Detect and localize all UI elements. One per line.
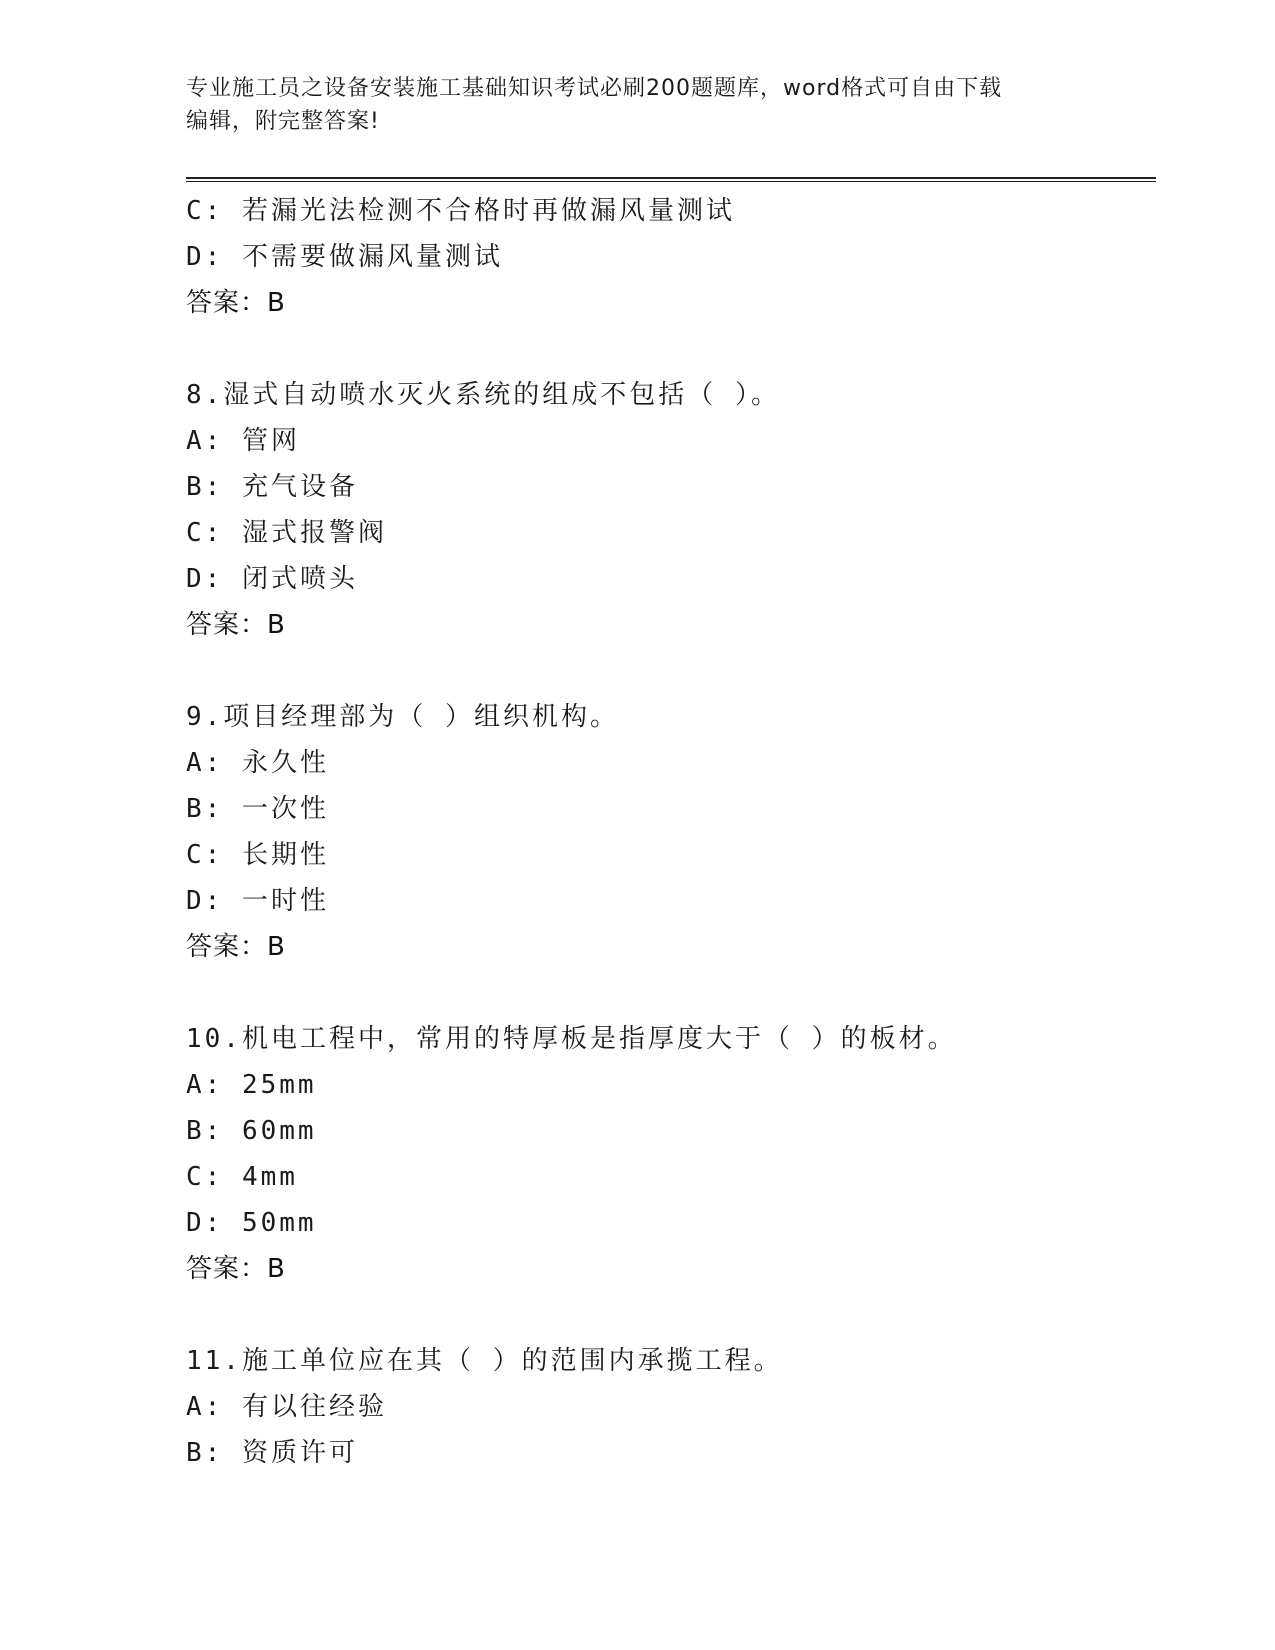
header-line-1: 专业施工员之设备安装施工基础知识考试必刷200题题库，word格式可自由下载 [186, 76, 1003, 101]
spacer [186, 970, 1156, 1016]
question-10 [186, 1016, 1156, 1292]
option-b: B: 60mm [186, 1116, 317, 1146]
spacer [186, 326, 1156, 372]
option-c: C: 若漏光法检测不合格时再做漏风量测试 [186, 196, 735, 226]
question-text: 10.机电工程中，常用的特厚板是指厚度大于（ ）的板材。 [186, 1024, 957, 1054]
question-text: 8.湿式自动喷水灭火系统的组成不包括（ ）。 [186, 380, 780, 410]
option-c: C: 长期性 [186, 840, 329, 870]
option-a: A: 有以往经验 [186, 1392, 387, 1422]
answer: 答案：B [186, 288, 286, 318]
question-7-continued [186, 188, 1156, 326]
option-d: D: 一时性 [186, 886, 329, 916]
option-d: D: 闭式喷头 [186, 564, 358, 594]
option-c: C: 湿式报警阀 [186, 518, 387, 548]
question-text: 9.项目经理部为（ ）组织机构。 [186, 702, 619, 732]
document-header [186, 72, 1086, 138]
option-a: A: 管网 [186, 426, 300, 456]
option-a: A: 永久性 [186, 748, 329, 778]
option-c: C: 4mm [186, 1162, 298, 1192]
option-b: B: 一次性 [186, 794, 329, 824]
question-text: 11.施工单位应在其（ ）的范围内承揽工程。 [186, 1346, 783, 1376]
answer: 答案：B [186, 610, 286, 640]
spacer [186, 1292, 1156, 1338]
answer: 答案：B [186, 932, 286, 962]
option-a: A: 25mm [186, 1070, 317, 1100]
option-b: B: 资质许可 [186, 1438, 358, 1468]
question-11 [186, 1338, 1156, 1476]
option-d: D: 50mm [186, 1208, 317, 1238]
header-divider [186, 177, 1156, 182]
header-line-2: 编辑，附完整答案! [186, 109, 380, 134]
option-b: B: 充气设备 [186, 472, 358, 502]
answer: 答案：B [186, 1254, 286, 1284]
question-list [186, 188, 1156, 1476]
question-9 [186, 694, 1156, 970]
option-d: D: 不需要做漏风量测试 [186, 242, 503, 272]
question-8 [186, 372, 1156, 648]
spacer [186, 648, 1156, 694]
